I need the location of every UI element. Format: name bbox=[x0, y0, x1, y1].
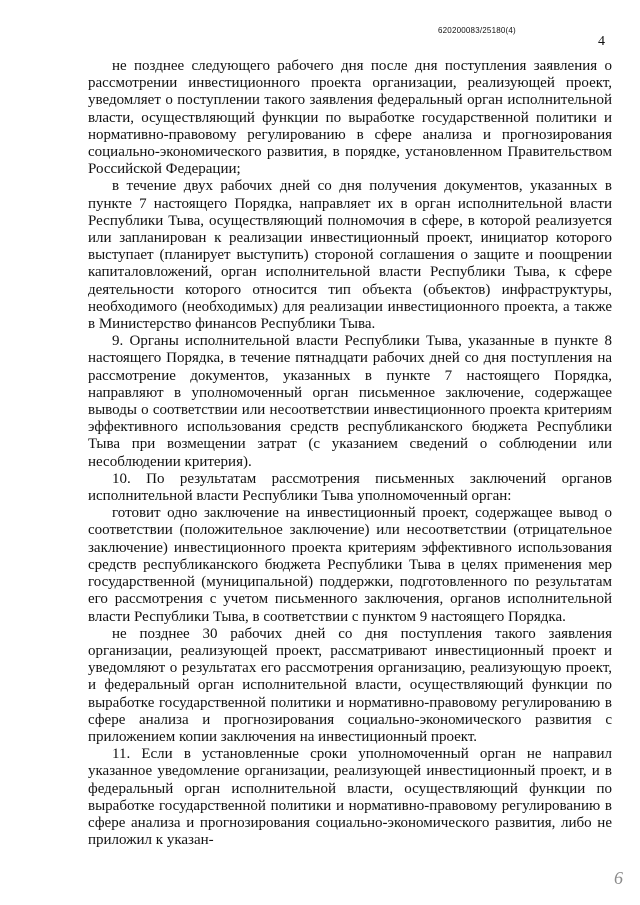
paragraph-document-forwarding: в течение двух рабочих дней со дня получения документов, указанных в пункте 7 настоящего Порядка, направляет их в орган исполнительной власти Республики Тыва, осуществляющий полномочия в сфере, в которой реализуется или запланирован к реализации инвестиционный проект, инициатор которого выступает (планирует выступить) стороной соглашения о защите и поощрении капиталовложений, орган исполнительной власти Республики Тыва, к сфере деятельности которого относится тип объекта (объектов) инфраструктуры, необходимого (необходимых) для реализации инвестиционного проекта, а также в Министерство финансов Республики Тыва. bbox=[88, 178, 612, 333]
paragraph-clause-11: 11. Если в установленные сроки уполномоченный орган не направил указанное уведомление организации, реализующей инвестиционный проект, и в федеральный орган исполнительной власти, осуществляющий функции по выработке государственной политики и нормативно-правовому регулированию в сфере анализа и прогнозирования социально-экономического развития, либо не приложил к указан- bbox=[88, 746, 612, 849]
paragraph-clause-10: 10. По результатам рассмотрения письменных заключений органов исполнительной власти Республики Тыва уполномоченный орган: bbox=[88, 470, 612, 505]
page-number: 4 bbox=[598, 34, 605, 49]
handwritten-margin-mark: 6 bbox=[614, 868, 623, 888]
document-registration-number: 620200083/25180(4) bbox=[438, 26, 516, 35]
paragraph-review-deadline: не позднее 30 рабочих дней со дня поступления такого заявления организации, реализующей проект, рассматривают инвестиционный проект и уведомляют о результатах его рассмотрения организацию, реализующую проект, и федеральный орган исполнительной власти, осуществляющий функции по выработке государственной политики и нормативно-правовому регулированию в сфере анализа и прогнозирования социально-экономического развития с приложением копии заключения на инвестиционный проект. bbox=[88, 625, 612, 745]
paragraph-notification-deadline: не позднее следующего рабочего дня после дня поступления заявления о рассмотрении инвестиционного проекта организации, реализующей проект, уведомляет о поступлении такого заявления федеральный орган исполнительной власти, осуществляющий функции по выработке государственной политики и нормативно-правовому регулированию в сфере анализа и прогнозирования социально-экономического развития, в порядке, установленном Правительством Российской Федерации; bbox=[88, 58, 612, 178]
paragraph-clause-9: 9. Органы исполнительной власти Республики Тыва, указанные в пункте 8 настоящего Порядка, в течение пятнадцати рабочих дней со дня поступления на рассмотрение документов, указанных в пункте 7 настоящего Порядка, направляют в уполномоченный орган письменное заключение, содержащее выводы о соответствии или несоответствии инвестиционного проекта критериям эффективного использования средств республиканского бюджета Республики Тыва при возмещении затрат (с указанием сведений о соблюдении или несоблюдении критерия). bbox=[88, 333, 612, 470]
document-body bbox=[88, 58, 612, 849]
paragraph-prepares-conclusion: готовит одно заключение на инвестиционный проект, содержащее вывод о соответствии (положительное заключение) или несоответствии (отрицательное заключение) инвестиционного проекта критериям эффективного использования средств республиканского бюджета Республики Тыва в целях применения мер государственной (муниципальной) поддержки, подготовленного по результатам его рассмотрения с учетом письменного заключения, органов исполнительной власти Республики Тыва, в соответствии с пунктом 9 настоящего Порядка. bbox=[88, 505, 612, 625]
